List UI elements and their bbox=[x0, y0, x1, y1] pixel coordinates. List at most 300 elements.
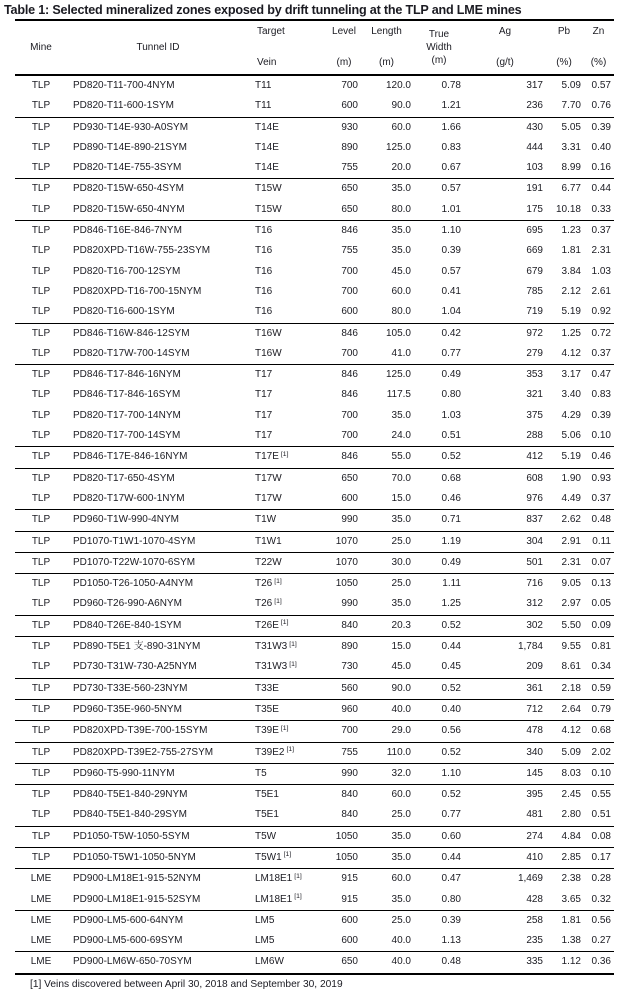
cell-ag: 1,784 bbox=[517, 641, 543, 653]
cell-vein: T31W3 [1] bbox=[255, 660, 297, 673]
cell-width: 0.78 bbox=[441, 80, 461, 91]
cell-pb: 4.12 bbox=[561, 725, 581, 737]
cell-tunnel: PD840-T5E1-840-29SYM bbox=[73, 809, 187, 821]
cell-length: 60.0 bbox=[391, 873, 411, 885]
cell-vein: T26 [1] bbox=[255, 597, 282, 610]
cell-ag: 335 bbox=[526, 956, 543, 968]
cell-ag: 716 bbox=[526, 578, 543, 590]
cell-vein: T35E bbox=[255, 703, 279, 715]
cell-tunnel: PD730-T33E-560-23NYM bbox=[73, 682, 188, 694]
cell-width: 0.52 bbox=[441, 451, 461, 463]
cell-pb: 5.05 bbox=[561, 121, 581, 133]
cell-ag: 175 bbox=[526, 203, 543, 215]
header-line: (m) bbox=[379, 57, 394, 68]
header-line: Mine bbox=[30, 42, 52, 53]
cell-length: 60.0 bbox=[391, 789, 411, 801]
cell-vein: T5E1 bbox=[255, 809, 279, 821]
cell-level: 846 bbox=[341, 389, 358, 401]
cell-mine: TLP bbox=[31, 851, 51, 863]
cell-zn: 2.31 bbox=[591, 245, 611, 257]
cell-width: 1.19 bbox=[441, 535, 461, 547]
cell-length: 20.0 bbox=[391, 162, 411, 174]
cell-zn: 0.10 bbox=[591, 430, 611, 442]
cell-zn: 0.27 bbox=[591, 935, 611, 947]
cell-level: 600 bbox=[341, 914, 358, 926]
cell-tunnel: PD846-T17-846-16SYM bbox=[73, 389, 181, 401]
cell-pb: 2.18 bbox=[561, 682, 581, 694]
footnote-marker: [1] bbox=[294, 893, 302, 901]
cell-level: 755 bbox=[341, 162, 358, 174]
cell-level: 960 bbox=[341, 703, 358, 715]
cell-pb: 5.19 bbox=[561, 306, 581, 318]
cell-length: 29.0 bbox=[391, 725, 411, 737]
cell-mine: TLP bbox=[31, 327, 51, 339]
cell-zn: 2.02 bbox=[591, 746, 611, 758]
cell-zn: 0.16 bbox=[591, 162, 611, 174]
cell-level: 700 bbox=[341, 80, 358, 91]
cell-zn: 0.92 bbox=[591, 306, 611, 318]
cell-mine: TLP bbox=[31, 725, 51, 737]
cell-width: 1.03 bbox=[441, 409, 461, 421]
cell-width: 0.60 bbox=[441, 830, 461, 842]
cell-vein: LM6W bbox=[255, 956, 284, 968]
cell-level: 990 bbox=[341, 767, 358, 779]
cell-pb: 3.17 bbox=[561, 369, 581, 381]
table-row bbox=[15, 489, 614, 510]
cell-vein: T39E [1] bbox=[255, 724, 289, 737]
footnote-marker: [1] bbox=[286, 746, 295, 753]
cell-level: 915 bbox=[341, 893, 358, 905]
cell-pb: 3.40 bbox=[561, 389, 581, 401]
cell-mine: TLP bbox=[31, 598, 51, 610]
cell-ag: 608 bbox=[526, 472, 543, 484]
cell-ag: 410 bbox=[526, 851, 543, 863]
cell-ag: 481 bbox=[526, 809, 543, 821]
cell-width: 0.71 bbox=[441, 514, 461, 526]
cell-length: 35.0 bbox=[391, 851, 411, 863]
cell-pb: 3.31 bbox=[561, 141, 581, 153]
table-row bbox=[15, 200, 614, 221]
cell-pb: 2.97 bbox=[561, 598, 581, 610]
cell-vein: T39E2 [1] bbox=[255, 746, 295, 758]
cell-width: 1.25 bbox=[441, 598, 461, 610]
cell-level: 890 bbox=[341, 641, 358, 653]
cell-mine: TLP bbox=[31, 556, 51, 568]
cell-length: 35.0 bbox=[391, 598, 411, 610]
cell-vein: T15W bbox=[255, 203, 282, 215]
table-row bbox=[15, 447, 614, 468]
cell-vein: T16 bbox=[255, 225, 273, 237]
cell-length: 90.0 bbox=[391, 682, 411, 694]
cell-length: 15.0 bbox=[391, 492, 411, 504]
table-row bbox=[15, 847, 614, 868]
cell-tunnel: PD890-T14E-890-21SYM bbox=[73, 141, 187, 153]
column-header-pb bbox=[545, 20, 583, 75]
cell-mine: TLP bbox=[31, 245, 51, 257]
cell-mine: TLP bbox=[31, 789, 51, 801]
cell-vein: T16W bbox=[255, 347, 282, 359]
cell-level: 890 bbox=[341, 141, 358, 153]
table-row bbox=[15, 952, 614, 974]
cell-tunnel: PD820-T15W-650-4NYM bbox=[73, 203, 185, 215]
cell-level: 1050 bbox=[335, 830, 358, 842]
table-row bbox=[15, 742, 614, 763]
cell-mine: LME bbox=[30, 935, 52, 947]
mineralized-zones-table bbox=[15, 19, 614, 975]
cell-tunnel: PD900-LM18E1-915-52SYM bbox=[73, 893, 201, 905]
cell-length: 32.0 bbox=[391, 767, 411, 779]
cell-mine: TLP bbox=[31, 203, 51, 215]
table-header bbox=[15, 20, 614, 75]
cell-mine: TLP bbox=[31, 80, 51, 91]
table-row bbox=[15, 158, 614, 179]
cell-mine: TLP bbox=[31, 121, 51, 133]
cell-mine: TLP bbox=[31, 265, 51, 277]
cell-pb: 2.91 bbox=[561, 535, 581, 547]
cell-tunnel: PD960-T26-990-A6NYM bbox=[73, 598, 182, 610]
cell-ag: 145 bbox=[526, 767, 543, 779]
cell-vein: T15W bbox=[255, 183, 282, 195]
table-row bbox=[15, 721, 614, 742]
cell-width: 0.51 bbox=[441, 430, 461, 442]
cell-pb: 1.81 bbox=[561, 914, 581, 926]
cell-length: 35.0 bbox=[391, 183, 411, 195]
table-row bbox=[15, 931, 614, 952]
cell-mine: LME bbox=[30, 893, 52, 905]
cell-tunnel: PD960-T5-990-11NYM bbox=[73, 767, 175, 779]
cell-tunnel: PD820-T11-600-1SYM bbox=[73, 100, 174, 112]
cell-zn: 0.55 bbox=[591, 789, 611, 801]
cell-zn: 0.72 bbox=[591, 327, 611, 339]
cell-width: 0.48 bbox=[441, 956, 461, 968]
cell-ag: 302 bbox=[526, 619, 543, 631]
cell-level: 700 bbox=[341, 285, 358, 297]
cell-vein: LM5 bbox=[255, 914, 275, 926]
cell-tunnel: PD846-T17-846-16NYM bbox=[73, 369, 181, 381]
cell-width: 1.21 bbox=[441, 100, 461, 112]
cell-zn: 0.36 bbox=[591, 956, 611, 968]
cell-zn: 0.44 bbox=[591, 183, 611, 195]
column-header-tunnel bbox=[67, 20, 249, 75]
cell-width: 1.10 bbox=[441, 225, 461, 237]
cell-ag: 478 bbox=[526, 725, 543, 737]
footnote-marker: [1] bbox=[280, 724, 289, 732]
cell-pb: 2.80 bbox=[561, 809, 581, 821]
cell-pb: 8.99 bbox=[561, 162, 581, 174]
cell-length: 40.0 bbox=[391, 703, 411, 715]
cell-level: 600 bbox=[341, 935, 358, 947]
cell-length: 35.0 bbox=[391, 225, 411, 237]
cell-ag: 279 bbox=[526, 347, 543, 359]
cell-pb: 5.50 bbox=[561, 619, 581, 631]
cell-tunnel: PD846-T16E-846-7NYM bbox=[73, 225, 182, 237]
column-header-zn bbox=[583, 20, 614, 75]
cell-zn: 0.33 bbox=[591, 203, 611, 215]
cell-zn: 0.79 bbox=[591, 703, 611, 715]
cell-level: 840 bbox=[341, 619, 358, 631]
table-row bbox=[15, 594, 614, 615]
cell-pb: 5.19 bbox=[561, 451, 581, 463]
cell-level: 840 bbox=[341, 809, 358, 821]
cell-width: 0.42 bbox=[441, 327, 461, 339]
cell-mine: TLP bbox=[31, 682, 51, 694]
cell-level: 700 bbox=[341, 347, 358, 359]
cell-width: 0.80 bbox=[441, 893, 461, 905]
cell-zn: 0.11 bbox=[592, 535, 611, 547]
cell-ag: 191 bbox=[526, 183, 543, 195]
cell-width: 0.52 bbox=[441, 619, 461, 631]
cell-mine: TLP bbox=[31, 430, 51, 442]
cell-level: 650 bbox=[341, 183, 358, 195]
cell-tunnel: PD820-T17-650-4SYM bbox=[73, 472, 175, 484]
cell-width: 0.45 bbox=[441, 661, 461, 673]
cell-length: 35.0 bbox=[391, 830, 411, 842]
cell-width: 1.04 bbox=[441, 306, 461, 318]
cell-length: 40.0 bbox=[391, 935, 411, 947]
cell-length: 25.0 bbox=[391, 535, 411, 547]
cell-ag: 719 bbox=[526, 306, 543, 318]
table-container bbox=[15, 19, 615, 975]
cell-zn: 0.28 bbox=[591, 873, 611, 885]
cell-ag: 669 bbox=[526, 245, 543, 257]
footnote-marker: [1] bbox=[274, 577, 282, 585]
cell-vein: T17 bbox=[255, 389, 273, 401]
cell-ag: 103 bbox=[526, 162, 543, 174]
header-line: Width bbox=[426, 42, 452, 53]
cell-tunnel: PD1070-T22W-1070-6SYM bbox=[73, 556, 196, 568]
table-row bbox=[15, 763, 614, 784]
header-line: (%) bbox=[590, 57, 607, 68]
cell-ag: 1,469 bbox=[517, 873, 543, 885]
cell-tunnel: PD820-T17-700-14SYM bbox=[73, 430, 181, 442]
cell-level: 600 bbox=[341, 100, 358, 112]
cell-level: 600 bbox=[341, 492, 358, 504]
cell-mine: TLP bbox=[31, 162, 51, 174]
cell-pb: 2.38 bbox=[561, 873, 581, 885]
cell-width: 0.80 bbox=[441, 389, 461, 401]
cell-mine: LME bbox=[30, 956, 52, 968]
cell-pb: 2.64 bbox=[561, 703, 581, 715]
cell-level: 990 bbox=[341, 598, 358, 610]
cell-zn: 0.56 bbox=[591, 914, 611, 926]
cell-pb: 8.03 bbox=[561, 767, 581, 779]
cell-length: 90.0 bbox=[391, 100, 411, 112]
table-row bbox=[15, 910, 614, 931]
table-row bbox=[15, 468, 614, 489]
header-line: Ag bbox=[498, 26, 512, 37]
cell-zn: 0.17 bbox=[591, 851, 611, 863]
cell-pb: 4.12 bbox=[561, 347, 581, 359]
cell-width: 0.46 bbox=[441, 492, 461, 504]
cell-pb: 4.29 bbox=[561, 409, 581, 421]
cell-width: 0.52 bbox=[441, 746, 461, 758]
table-row bbox=[15, 615, 614, 636]
cell-vein: T22W bbox=[255, 556, 282, 568]
cell-tunnel: PD1070-T1W1-1070-4SYM bbox=[73, 535, 196, 547]
header-line: Length bbox=[371, 26, 402, 37]
cell-mine: TLP bbox=[31, 830, 51, 842]
table-row bbox=[15, 826, 614, 847]
table-title: Table 1: Selected mineralized zones exposed by drift tunneling at the TLP and LME mines bbox=[4, 3, 522, 17]
cell-level: 846 bbox=[341, 327, 358, 339]
cell-vein: T26E [1] bbox=[255, 619, 289, 631]
cell-width: 0.44 bbox=[441, 641, 461, 653]
table-row bbox=[15, 96, 614, 117]
footnote-marker: [1] bbox=[294, 872, 302, 880]
cell-mine: TLP bbox=[31, 641, 51, 653]
cell-vein: T17 bbox=[255, 430, 273, 442]
cell-mine: TLP bbox=[31, 369, 51, 381]
cell-length: 55.0 bbox=[391, 451, 411, 463]
cell-tunnel: PD820-T17W-600-1NYM bbox=[73, 492, 185, 504]
cell-tunnel: PD900-LM5-600-69SYM bbox=[73, 935, 183, 947]
table-body bbox=[15, 75, 614, 974]
cell-width: 0.49 bbox=[441, 556, 461, 568]
cell-vein: T16 bbox=[255, 245, 273, 257]
cell-vein: LM18E1 [1] bbox=[255, 893, 302, 905]
cell-ag: 304 bbox=[526, 535, 543, 547]
cell-length: 70.0 bbox=[391, 472, 411, 484]
cell-length: 45.0 bbox=[391, 661, 411, 673]
header-line: True bbox=[428, 29, 450, 40]
header-row bbox=[15, 20, 614, 75]
cell-ag: 321 bbox=[526, 389, 543, 401]
cell-pb: 6.77 bbox=[561, 183, 581, 195]
cell-mine: TLP bbox=[31, 767, 51, 779]
cell-width: 1.11 bbox=[442, 578, 461, 590]
header-line: (m) bbox=[431, 55, 447, 66]
column-header-mine bbox=[15, 20, 67, 75]
cell-tunnel: PD820-T17W-700-14SYM bbox=[73, 347, 190, 359]
cell-level: 700 bbox=[341, 430, 358, 442]
cell-tunnel: PD930-T14E-930-A0SYM bbox=[73, 121, 189, 133]
table-row bbox=[15, 221, 614, 242]
cell-zn: 0.10 bbox=[591, 767, 611, 779]
cell-ag: 972 bbox=[526, 327, 543, 339]
cell-width: 0.77 bbox=[441, 809, 461, 821]
cell-level: 755 bbox=[341, 746, 358, 758]
cell-zn: 0.32 bbox=[591, 893, 611, 905]
cell-tunnel: PD820-T11-700-4NYM bbox=[73, 80, 175, 91]
cell-vein: T26 [1] bbox=[255, 577, 282, 590]
cell-tunnel: PD820XPD-T16W-755-23SYM bbox=[73, 245, 211, 257]
cell-pb: 1.38 bbox=[561, 935, 581, 947]
cell-width: 0.52 bbox=[441, 789, 461, 801]
cell-width: 0.39 bbox=[441, 245, 461, 257]
cell-mine: TLP bbox=[31, 389, 51, 401]
cell-level: 1070 bbox=[335, 535, 358, 547]
cell-level: 1050 bbox=[335, 851, 358, 863]
cell-pb: 2.85 bbox=[561, 851, 581, 863]
cell-vein: T1W1 bbox=[255, 535, 282, 547]
cell-level: 700 bbox=[341, 725, 358, 737]
cell-ag: 785 bbox=[526, 285, 543, 297]
cell-zn: 0.57 bbox=[591, 80, 611, 91]
cell-ag: 375 bbox=[526, 409, 543, 421]
cell-zn: 0.08 bbox=[591, 830, 611, 842]
cell-zn: 0.40 bbox=[591, 141, 611, 153]
cell-mine: TLP bbox=[31, 183, 51, 195]
cell-mine: TLP bbox=[31, 409, 51, 421]
cell-ag: 288 bbox=[526, 430, 543, 442]
table-row bbox=[15, 302, 614, 323]
cell-mine: LME bbox=[30, 914, 52, 926]
cell-width: 0.41 bbox=[441, 285, 461, 297]
cell-zn: 0.07 bbox=[591, 556, 611, 568]
cell-tunnel: PD846-T16W-846-12SYM bbox=[73, 327, 190, 339]
cell-tunnel: PD820XPD-T16-700-15NYM bbox=[73, 285, 202, 297]
cell-length: 120.0 bbox=[385, 80, 411, 91]
header-line: (m) bbox=[336, 57, 352, 68]
cell-ag: 340 bbox=[526, 746, 543, 758]
cell-mine: TLP bbox=[31, 661, 51, 673]
cell-vein: T14E bbox=[255, 141, 279, 153]
cell-zn: 1.03 bbox=[591, 265, 611, 277]
cell-tunnel: PD900-LM5-600-64NYM bbox=[73, 914, 184, 926]
table-row bbox=[15, 531, 614, 552]
cell-mine: TLP bbox=[31, 285, 51, 297]
cell-tunnel: PD960-T35E-960-5NYM bbox=[73, 703, 182, 715]
cell-vein: T5W1 [1] bbox=[255, 851, 292, 863]
column-header-width bbox=[413, 20, 465, 75]
cell-length: 35.0 bbox=[391, 409, 411, 421]
cell-width: 1.10 bbox=[441, 767, 461, 779]
cell-width: 0.40 bbox=[441, 703, 461, 715]
footnote-marker: [1] bbox=[283, 851, 292, 859]
cell-zn: 0.05 bbox=[591, 598, 611, 610]
cell-zn: 0.39 bbox=[591, 121, 611, 133]
cell-width: 1.01 bbox=[441, 203, 461, 215]
cell-pb: 7.70 bbox=[561, 100, 581, 112]
header-line: Vein bbox=[257, 57, 277, 68]
cell-length: 80.0 bbox=[391, 306, 411, 318]
cell-tunnel: PD960-T1W-990-4NYM bbox=[73, 514, 179, 526]
header-line: Level bbox=[332, 26, 356, 37]
cell-level: 840 bbox=[341, 789, 358, 801]
cell-zn: 0.39 bbox=[591, 409, 611, 421]
cell-mine: TLP bbox=[31, 141, 51, 153]
cell-ag: 679 bbox=[526, 265, 543, 277]
cell-ag: 428 bbox=[526, 893, 543, 905]
cell-level: 846 bbox=[341, 225, 358, 237]
table-row bbox=[15, 426, 614, 447]
cell-level: 846 bbox=[341, 369, 358, 381]
table-row bbox=[15, 138, 614, 158]
cell-zn: 0.47 bbox=[591, 369, 611, 381]
cell-pb: 2.31 bbox=[561, 556, 581, 568]
cell-mine: TLP bbox=[31, 535, 51, 547]
cell-pb: 1.12 bbox=[561, 956, 581, 968]
cell-pb: 2.45 bbox=[561, 789, 581, 801]
column-header-level bbox=[328, 20, 360, 75]
cell-pb: 10.18 bbox=[555, 203, 581, 215]
cell-tunnel: PD900-LM18E1-915-52NYM bbox=[73, 873, 201, 885]
cell-ag: 312 bbox=[526, 598, 543, 610]
cell-pb: 2.62 bbox=[561, 514, 581, 526]
cell-ag: 353 bbox=[526, 369, 543, 381]
cell-tunnel: PD820-T14E-755-3SYM bbox=[73, 162, 182, 174]
cell-mine: TLP bbox=[31, 578, 51, 590]
table-row bbox=[15, 179, 614, 200]
cell-vein: T14E bbox=[255, 162, 279, 174]
cell-zn: 2.61 bbox=[591, 285, 611, 297]
table-row bbox=[15, 890, 614, 911]
cell-length: 25.0 bbox=[391, 809, 411, 821]
cell-ag: 258 bbox=[526, 914, 543, 926]
cell-mine: TLP bbox=[31, 514, 51, 526]
cell-level: 700 bbox=[341, 409, 358, 421]
cell-tunnel: PD820XPD-T39E-700-15SYM bbox=[73, 725, 208, 737]
